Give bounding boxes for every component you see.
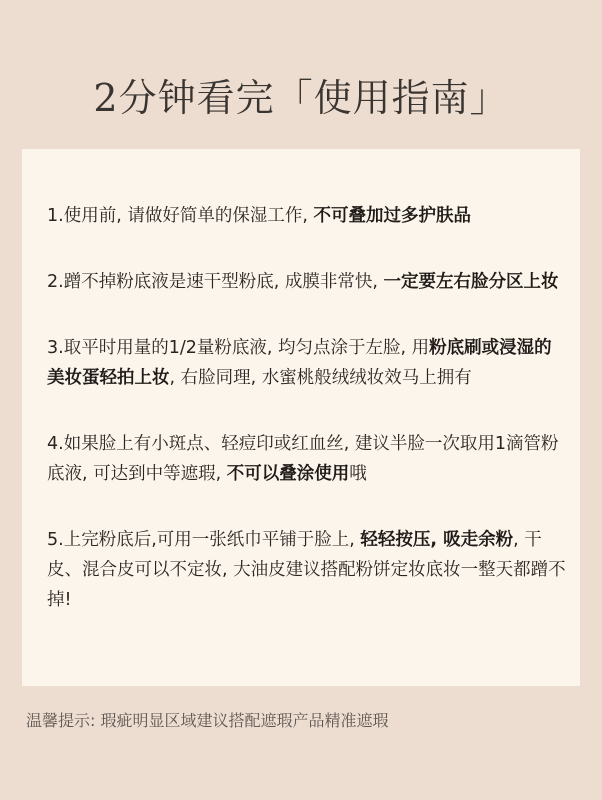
step-5-emphasis: 轻轻按压, 吸走余粉 <box>360 530 514 550</box>
step-4-text: 4.如果脸上有小斑点、轻痘印或红血丝, 建议半脸一次取用1滴管粉底液, 可达到中等遮瑕, <box>47 434 559 484</box>
step-1-emphasis: 不可叠加过多护肤品 <box>313 206 471 226</box>
step-3-emphasis: 粉底刷或浸湿的美妆蛋轻拍上妆 <box>47 338 552 388</box>
step-5 <box>47 525 567 615</box>
instructions-card <box>22 149 580 686</box>
step-5-text-end: , 干皮、混合皮可以不定妆, 大油皮建议搭配粉饼定妆底妆一整天都蹭不掉! <box>47 530 566 610</box>
step-2-text: 2.蹭不掉粉底液是速干型粉底, 成膜非常快, <box>47 272 384 292</box>
step-4-text-end: 哦 <box>349 464 367 484</box>
step-3-text-end: , 右脸同理, 水蜜桃般绒绒妆效马上拥有 <box>169 368 472 388</box>
step-2 <box>47 267 567 297</box>
page-title: 2分钟看完「使用指南」 <box>93 76 509 120</box>
step-3 <box>47 333 567 393</box>
step-3-text: 3.取平时用量的1/2量粉底液, 均匀点涂于左脸, 用 <box>47 338 430 358</box>
footer-tip: 温馨提示: 瑕疵明显区域建议搭配遮瑕产品精准遮瑕 <box>26 711 389 730</box>
step-5-text: 5.上完粉底后,可用一张纸巾平铺于脸上, <box>47 530 361 550</box>
step-1 <box>47 201 567 231</box>
step-1-text: 1.使用前, 请做好简单的保湿工作, <box>47 206 314 226</box>
steps-list <box>47 201 567 651</box>
step-4-emphasis: 不可以叠涂使用 <box>226 464 350 484</box>
step-4 <box>47 429 567 489</box>
step-2-emphasis: 一定要左右脸分区上妆 <box>383 272 559 292</box>
